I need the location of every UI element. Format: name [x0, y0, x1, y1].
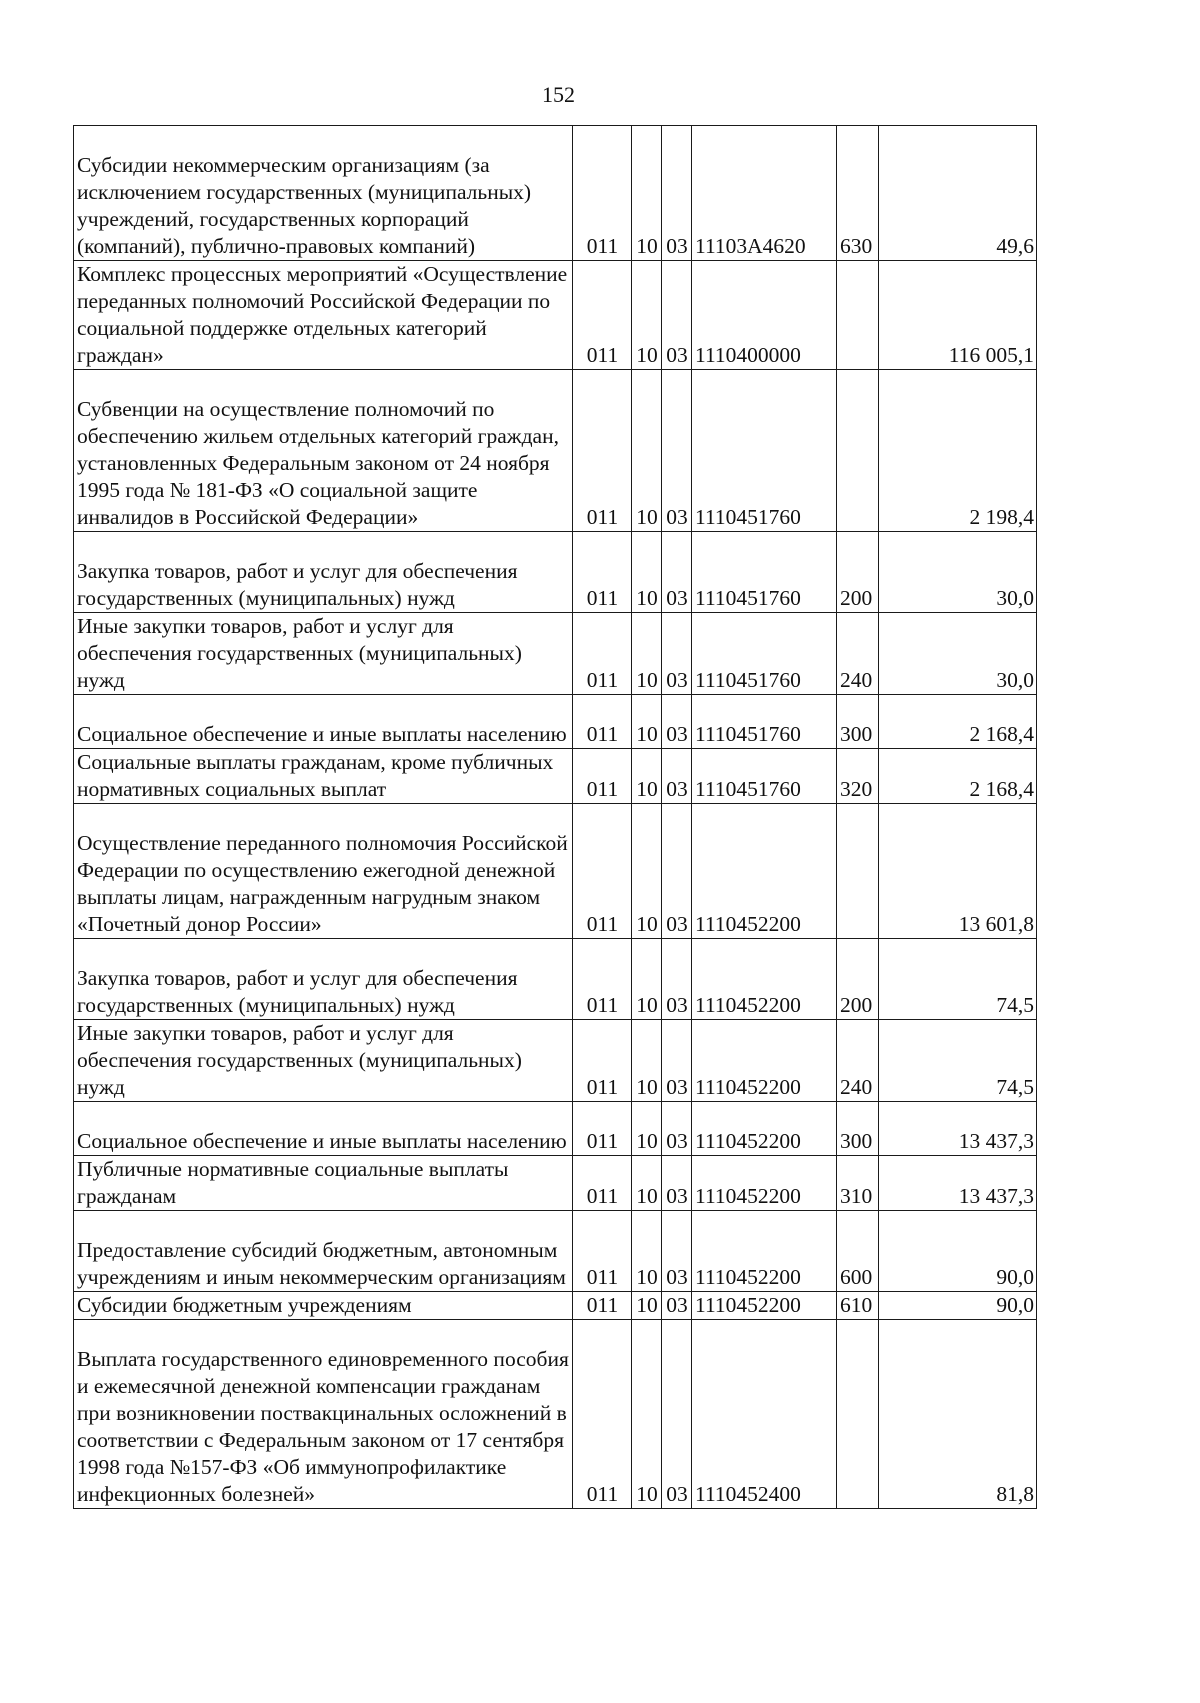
budget-table	[73, 125, 1037, 1509]
row-section-code: 10	[632, 1211, 662, 1292]
row-name: Выплата государственного единовременного пособия и ежемесячной денежной компенсации гражданам при возникновении поствакцинальных осложнений в соответствии с Федеральным законом от 17 сентября 1998 года №157-ФЗ «Об иммунопрофилактике инфекционных болезней»	[74, 1320, 573, 1509]
row-amount: 2 198,4	[879, 370, 1037, 532]
row-name: Публичные нормативные социальные выплаты гражданам	[74, 1156, 573, 1211]
row-section-code: 10	[632, 804, 662, 939]
row-subsection-code: 03	[662, 1020, 692, 1102]
row-target-code: 1110451760	[692, 370, 837, 532]
table-row	[74, 1211, 1037, 1292]
table-row	[74, 1020, 1037, 1102]
row-amount: 74,5	[879, 939, 1037, 1020]
row-section-code: 10	[632, 532, 662, 613]
budget-table-body	[74, 126, 1037, 1509]
row-target-code: 1110451760	[692, 613, 837, 695]
row-subsection-code: 03	[662, 939, 692, 1020]
row-amount: 81,8	[879, 1320, 1037, 1509]
row-expense-type-code	[837, 804, 879, 939]
row-expense-type-code: 300	[837, 1102, 879, 1156]
row-subsection-code: 03	[662, 1211, 692, 1292]
table-row	[74, 1320, 1037, 1509]
table-row	[74, 613, 1037, 695]
row-target-code: 1110452400	[692, 1320, 837, 1509]
table-row	[74, 1102, 1037, 1156]
page-number: 152	[542, 82, 575, 107]
row-section-code: 10	[632, 1292, 662, 1320]
row-amount: 13 437,3	[879, 1102, 1037, 1156]
row-subsection-code: 03	[662, 695, 692, 749]
row-grbs-code: 011	[573, 1102, 632, 1156]
row-target-code: 1110452200	[692, 1292, 837, 1320]
table-row	[74, 532, 1037, 613]
row-amount: 2 168,4	[879, 695, 1037, 749]
row-name: Комплекс процессных мероприятий «Осуществление переданных полномочий Российской Федерации по социальной поддержке отдельных категорий граждан»	[74, 261, 573, 370]
row-grbs-code: 011	[573, 1292, 632, 1320]
row-subsection-code: 03	[662, 126, 692, 261]
row-expense-type-code: 600	[837, 1211, 879, 1292]
row-section-code: 10	[632, 126, 662, 261]
row-subsection-code: 03	[662, 613, 692, 695]
table-row	[74, 749, 1037, 804]
row-amount: 2 168,4	[879, 749, 1037, 804]
row-subsection-code: 03	[662, 804, 692, 939]
row-name: Осуществление переданного полномочия Российской Федерации по осуществлению ежегодной денежной выплаты лицам, награжденным нагрудным знаком «Почетный донор России»	[74, 804, 573, 939]
row-expense-type-code: 310	[837, 1156, 879, 1211]
row-name: Предоставление субсидий бюджетным, автономным учреждениям и иным некоммерческим организациям	[74, 1211, 573, 1292]
row-target-code: 1110452200	[692, 1211, 837, 1292]
row-amount: 74,5	[879, 1020, 1037, 1102]
table-row	[74, 1156, 1037, 1211]
row-amount: 49,6	[879, 126, 1037, 261]
row-section-code: 10	[632, 613, 662, 695]
row-target-code: 1110452200	[692, 1102, 837, 1156]
row-grbs-code: 011	[573, 939, 632, 1020]
row-grbs-code: 011	[573, 804, 632, 939]
row-name: Субсидии некоммерческим организациям (за исключением государственных (муниципальных) учреждений, государственных корпораций (компаний), публично-правовых компаний)	[74, 126, 573, 261]
row-name: Закупка товаров, работ и услуг для обеспечения государственных (муниципальных) нужд	[74, 532, 573, 613]
row-expense-type-code: 300	[837, 695, 879, 749]
row-grbs-code: 011	[573, 261, 632, 370]
row-subsection-code: 03	[662, 532, 692, 613]
table-row	[74, 804, 1037, 939]
row-expense-type-code: 610	[837, 1292, 879, 1320]
row-subsection-code: 03	[662, 370, 692, 532]
row-section-code: 10	[632, 939, 662, 1020]
row-subsection-code: 03	[662, 1102, 692, 1156]
row-section-code: 10	[632, 1020, 662, 1102]
row-target-code: 1110452200	[692, 1156, 837, 1211]
row-expense-type-code: 200	[837, 939, 879, 1020]
row-grbs-code: 011	[573, 613, 632, 695]
row-amount: 13 437,3	[879, 1156, 1037, 1211]
row-name: Социальное обеспечение и иные выплаты населению	[74, 1102, 573, 1156]
row-expense-type-code	[837, 370, 879, 532]
row-expense-type-code: 240	[837, 1020, 879, 1102]
row-amount: 90,0	[879, 1292, 1037, 1320]
row-grbs-code: 011	[573, 126, 632, 261]
row-name: Социальные выплаты гражданам, кроме публичных нормативных социальных выплат	[74, 749, 573, 804]
table-row	[74, 370, 1037, 532]
row-target-code: 1110452200	[692, 939, 837, 1020]
row-grbs-code: 011	[573, 532, 632, 613]
row-section-code: 10	[632, 1102, 662, 1156]
row-grbs-code: 011	[573, 370, 632, 532]
row-target-code: 1110451760	[692, 532, 837, 613]
row-expense-type-code: 200	[837, 532, 879, 613]
row-name: Субвенции на осуществление полномочий по обеспечению жильем отдельных категорий граждан, установленных Федеральным законом от 24 ноября 1995 года № 181-ФЗ «О социальной защите инвалидов в Российской Федерации»	[74, 370, 573, 532]
row-subsection-code: 03	[662, 749, 692, 804]
row-expense-type-code: 240	[837, 613, 879, 695]
table-row	[74, 695, 1037, 749]
row-expense-type-code: 630	[837, 126, 879, 261]
row-amount: 116 005,1	[879, 261, 1037, 370]
row-target-code: 11103A4620	[692, 126, 837, 261]
row-amount: 30,0	[879, 532, 1037, 613]
row-section-code: 10	[632, 695, 662, 749]
row-target-code: 1110452200	[692, 804, 837, 939]
row-name: Иные закупки товаров, работ и услуг для обеспечения государственных (муниципальных) нужд	[74, 1020, 573, 1102]
row-grbs-code: 011	[573, 695, 632, 749]
row-name: Субсидии бюджетным учреждениям	[74, 1292, 573, 1320]
row-section-code: 10	[632, 749, 662, 804]
row-expense-type-code	[837, 1320, 879, 1509]
table-row	[74, 126, 1037, 261]
row-amount: 13 601,8	[879, 804, 1037, 939]
row-amount: 90,0	[879, 1211, 1037, 1292]
row-subsection-code: 03	[662, 1292, 692, 1320]
row-name: Социальное обеспечение и иные выплаты населению	[74, 695, 573, 749]
row-target-code: 1110451760	[692, 749, 837, 804]
table-row	[74, 1292, 1037, 1320]
row-grbs-code: 011	[573, 1020, 632, 1102]
row-section-code: 10	[632, 261, 662, 370]
row-grbs-code: 011	[573, 1156, 632, 1211]
row-grbs-code: 011	[573, 1211, 632, 1292]
row-grbs-code: 011	[573, 749, 632, 804]
row-subsection-code: 03	[662, 1320, 692, 1509]
table-row	[74, 939, 1037, 1020]
row-section-code: 10	[632, 1320, 662, 1509]
table-row	[74, 261, 1037, 370]
row-expense-type-code: 320	[837, 749, 879, 804]
row-target-code: 1110451760	[692, 695, 837, 749]
row-name: Закупка товаров, работ и услуг для обеспечения государственных (муниципальных) нужд	[74, 939, 573, 1020]
row-section-code: 10	[632, 1156, 662, 1211]
row-target-code: 1110452200	[692, 1020, 837, 1102]
row-expense-type-code	[837, 261, 879, 370]
row-section-code: 10	[632, 370, 662, 532]
row-grbs-code: 011	[573, 1320, 632, 1509]
row-subsection-code: 03	[662, 1156, 692, 1211]
row-target-code: 1110400000	[692, 261, 837, 370]
row-amount: 30,0	[879, 613, 1037, 695]
row-subsection-code: 03	[662, 261, 692, 370]
row-name: Иные закупки товаров, работ и услуг для обеспечения государственных (муниципальных) нужд	[74, 613, 573, 695]
